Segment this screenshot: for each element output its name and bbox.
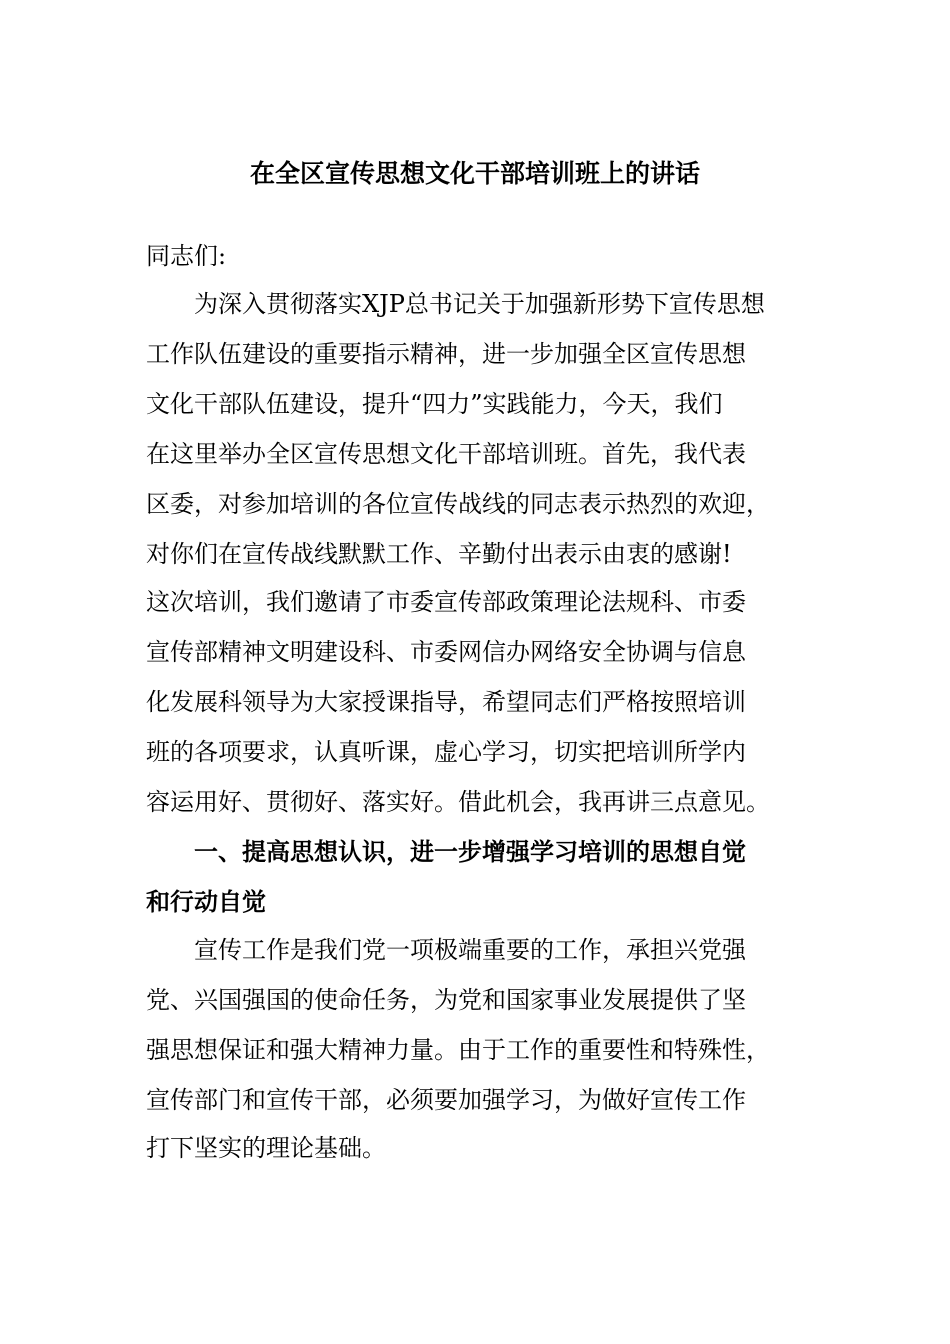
section-heading: 一、提高思想认识，进一步增强学习培训的思想自觉: [194, 838, 746, 866]
paragraph-line: 宣传部门和宣传干部，必须要加强学习，为做好宣传工作: [146, 1086, 746, 1114]
paragraph-line: 对你们在宣传战线默默工作、辛勤付出表示由衷的感谢!: [146, 540, 732, 568]
paragraph-line: 班的各项要求，认真听课，虚心学习，切实把培训所学内: [146, 738, 746, 766]
paragraph-line: 为深入贯彻落实XJP总书记关于加强新形势下宣传思想: [194, 290, 765, 318]
paragraph-line: 化发展科领导为大家授课指导，希望同志们严格按照培训: [146, 688, 746, 716]
salutation: 同志们:: [146, 242, 227, 270]
paragraph-line: 宣传工作是我们党一项极端重要的工作，承担兴党强: [194, 936, 746, 964]
paragraph-line: 打下坚实的理论基础。: [146, 1134, 386, 1162]
paragraph-line: 文化干部队伍建设，提升“四力”实践能力，今天，我们: [146, 390, 723, 418]
paragraph-line: 区委，对参加培训的各位宣传战线的同志表示热烈的欢迎，: [146, 490, 770, 518]
paragraph-line: 容运用好、贯彻好、落实好。借此机会，我再讲三点意见。: [146, 788, 770, 816]
paragraph-line: 工作队伍建设的重要指示精神，进一步加强全区宣传思想: [146, 340, 746, 368]
section-heading-continued: 和行动自觉: [146, 888, 266, 916]
document-title: 在全区宣传思想文化干部培训班上的讲话: [249, 159, 700, 188]
paragraph-line: 这次培训，我们邀请了市委宣传部政策理论法规科、市委: [146, 588, 746, 616]
paragraph-line: 在这里举办全区宣传思想文化干部培训班。首先，我代表: [146, 440, 746, 468]
paragraph-line: 党、兴国强国的使命任务，为党和国家事业发展提供了坚: [146, 986, 746, 1014]
paragraph-line: 强思想保证和强大精神力量。由于工作的重要性和特殊性，: [146, 1036, 770, 1064]
paragraph-line: 宣传部精神文明建设科、市委网信办网络安全协调与信息: [146, 638, 746, 666]
